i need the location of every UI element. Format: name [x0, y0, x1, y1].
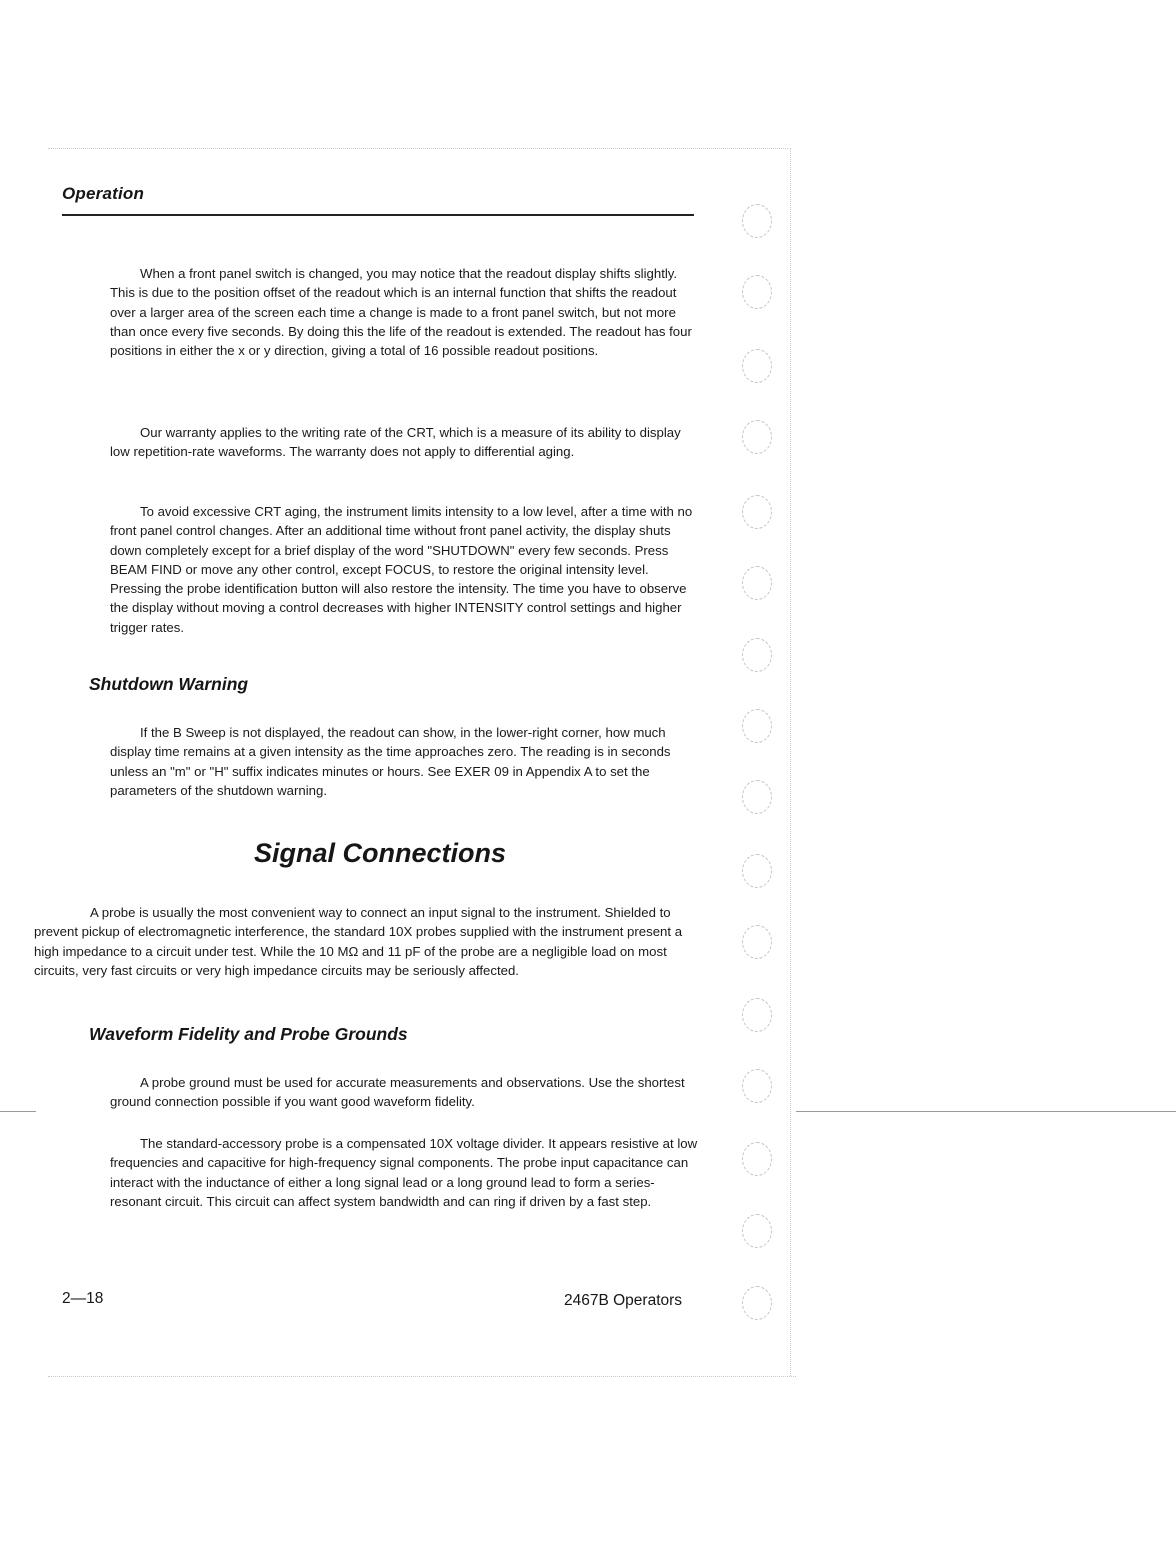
binder-hole	[742, 709, 772, 743]
page-number: 2—18	[62, 1290, 104, 1307]
binder-hole	[742, 1214, 772, 1248]
paragraph-compensated: The standard-accessory probe is a compensated 10X voltage divider. It appears resistive at low frequencies and capacitive for high-frequency signal components. The probe input capacitance can interact with the inductance of either a long signal lead or a long ground lead to form a series-resonant circuit. This circuit can affect system bandwidth and can ring if driven by a fast step.	[110, 1136, 698, 1209]
cut-line-right	[796, 1111, 1176, 1112]
cut-line-left	[0, 1111, 36, 1112]
binder-hole	[742, 780, 772, 814]
paragraph-ground: A probe ground must be used for accurate measurements and observations. Use the shortest ground connection possible if you want good waveform fidelity.	[110, 1075, 685, 1110]
binder-hole	[742, 638, 772, 672]
page-border-right	[790, 148, 791, 1376]
paragraph-warranty: Our warranty applies to the writing rate of the CRT, which is a measure of its ability to display low repetition-rate waveforms. The warranty does not apply to differential aging.	[110, 425, 681, 460]
binder-hole	[742, 495, 772, 529]
binder-hole	[742, 566, 772, 600]
binder-hole	[742, 275, 772, 309]
paragraph-readout: When a front panel switch is changed, you may notice that the readout display shifts slightly. This is due to the position offset of the readout which is an internal function that shifts the readout over a larger area of the screen each time a change is made to a front panel switch, but not more than once every five seconds. By doing this the life of the readout is extended. The readout has four positions in either the x or y direction, giving a total of 16 possible readout positions.	[110, 266, 692, 359]
binder-hole	[742, 854, 772, 888]
binder-hole	[742, 349, 772, 383]
binder-hole	[742, 998, 772, 1032]
page-header-title: Operation	[62, 184, 145, 203]
binder-hole	[742, 1286, 772, 1320]
header-rule	[62, 214, 694, 216]
paragraph-aging: To avoid excessive CRT aging, the instrument limits intensity to a low level, after a time with no front panel control changes. After an additional time without front panel activity, the display shuts down completely except for a brief display of the word "SHUTDOWN" every few seconds. Press BEAM FIND or move any other control, except FOCUS, to restore the original intensity level. Pressing the probe identification button will also restore the intensity. The time you have to observe the display without moving a control decreases with higher INTENSITY control settings and higher trigger rates.	[110, 504, 693, 635]
page-border-bottom	[48, 1376, 796, 1377]
page-border-top	[48, 148, 788, 149]
heading-signal-connections: Signal Connections	[253, 838, 507, 868]
binder-hole	[742, 204, 772, 238]
paragraph-probe: A probe is usually the most convenient way to connect an input signal to the instrument. Shielded to prevent pickup of electromagnetic interference, the standard 10X probes supplied with the instrument present a high impedance to a circuit under test. While the 10 MΩ and 11 pF of the probe are a negligible load on most circuits, very fast circuits or very high impedance circuits may be seriously affected.	[34, 905, 683, 978]
binder-hole	[742, 1142, 772, 1176]
heading-shutdown-warning: Shutdown Warning	[89, 674, 249, 694]
heading-waveform-fidelity: Waveform Fidelity and Probe Grounds	[89, 1024, 408, 1044]
binder-hole	[742, 420, 772, 454]
binder-hole	[742, 1069, 772, 1103]
paragraph-shutdown: If the B Sweep is not displayed, the readout can show, in the lower-right corner, how much display time remains at a given intensity as the time approaches zero. The reading is in seconds unless an "m" or "H" suffix indicates minutes or hours. See EXER 09 in Appendix A to set the parameters of the shutdown warning.	[110, 725, 671, 798]
manual-title: 2467B Operators	[564, 1292, 683, 1309]
binder-hole	[742, 925, 772, 959]
